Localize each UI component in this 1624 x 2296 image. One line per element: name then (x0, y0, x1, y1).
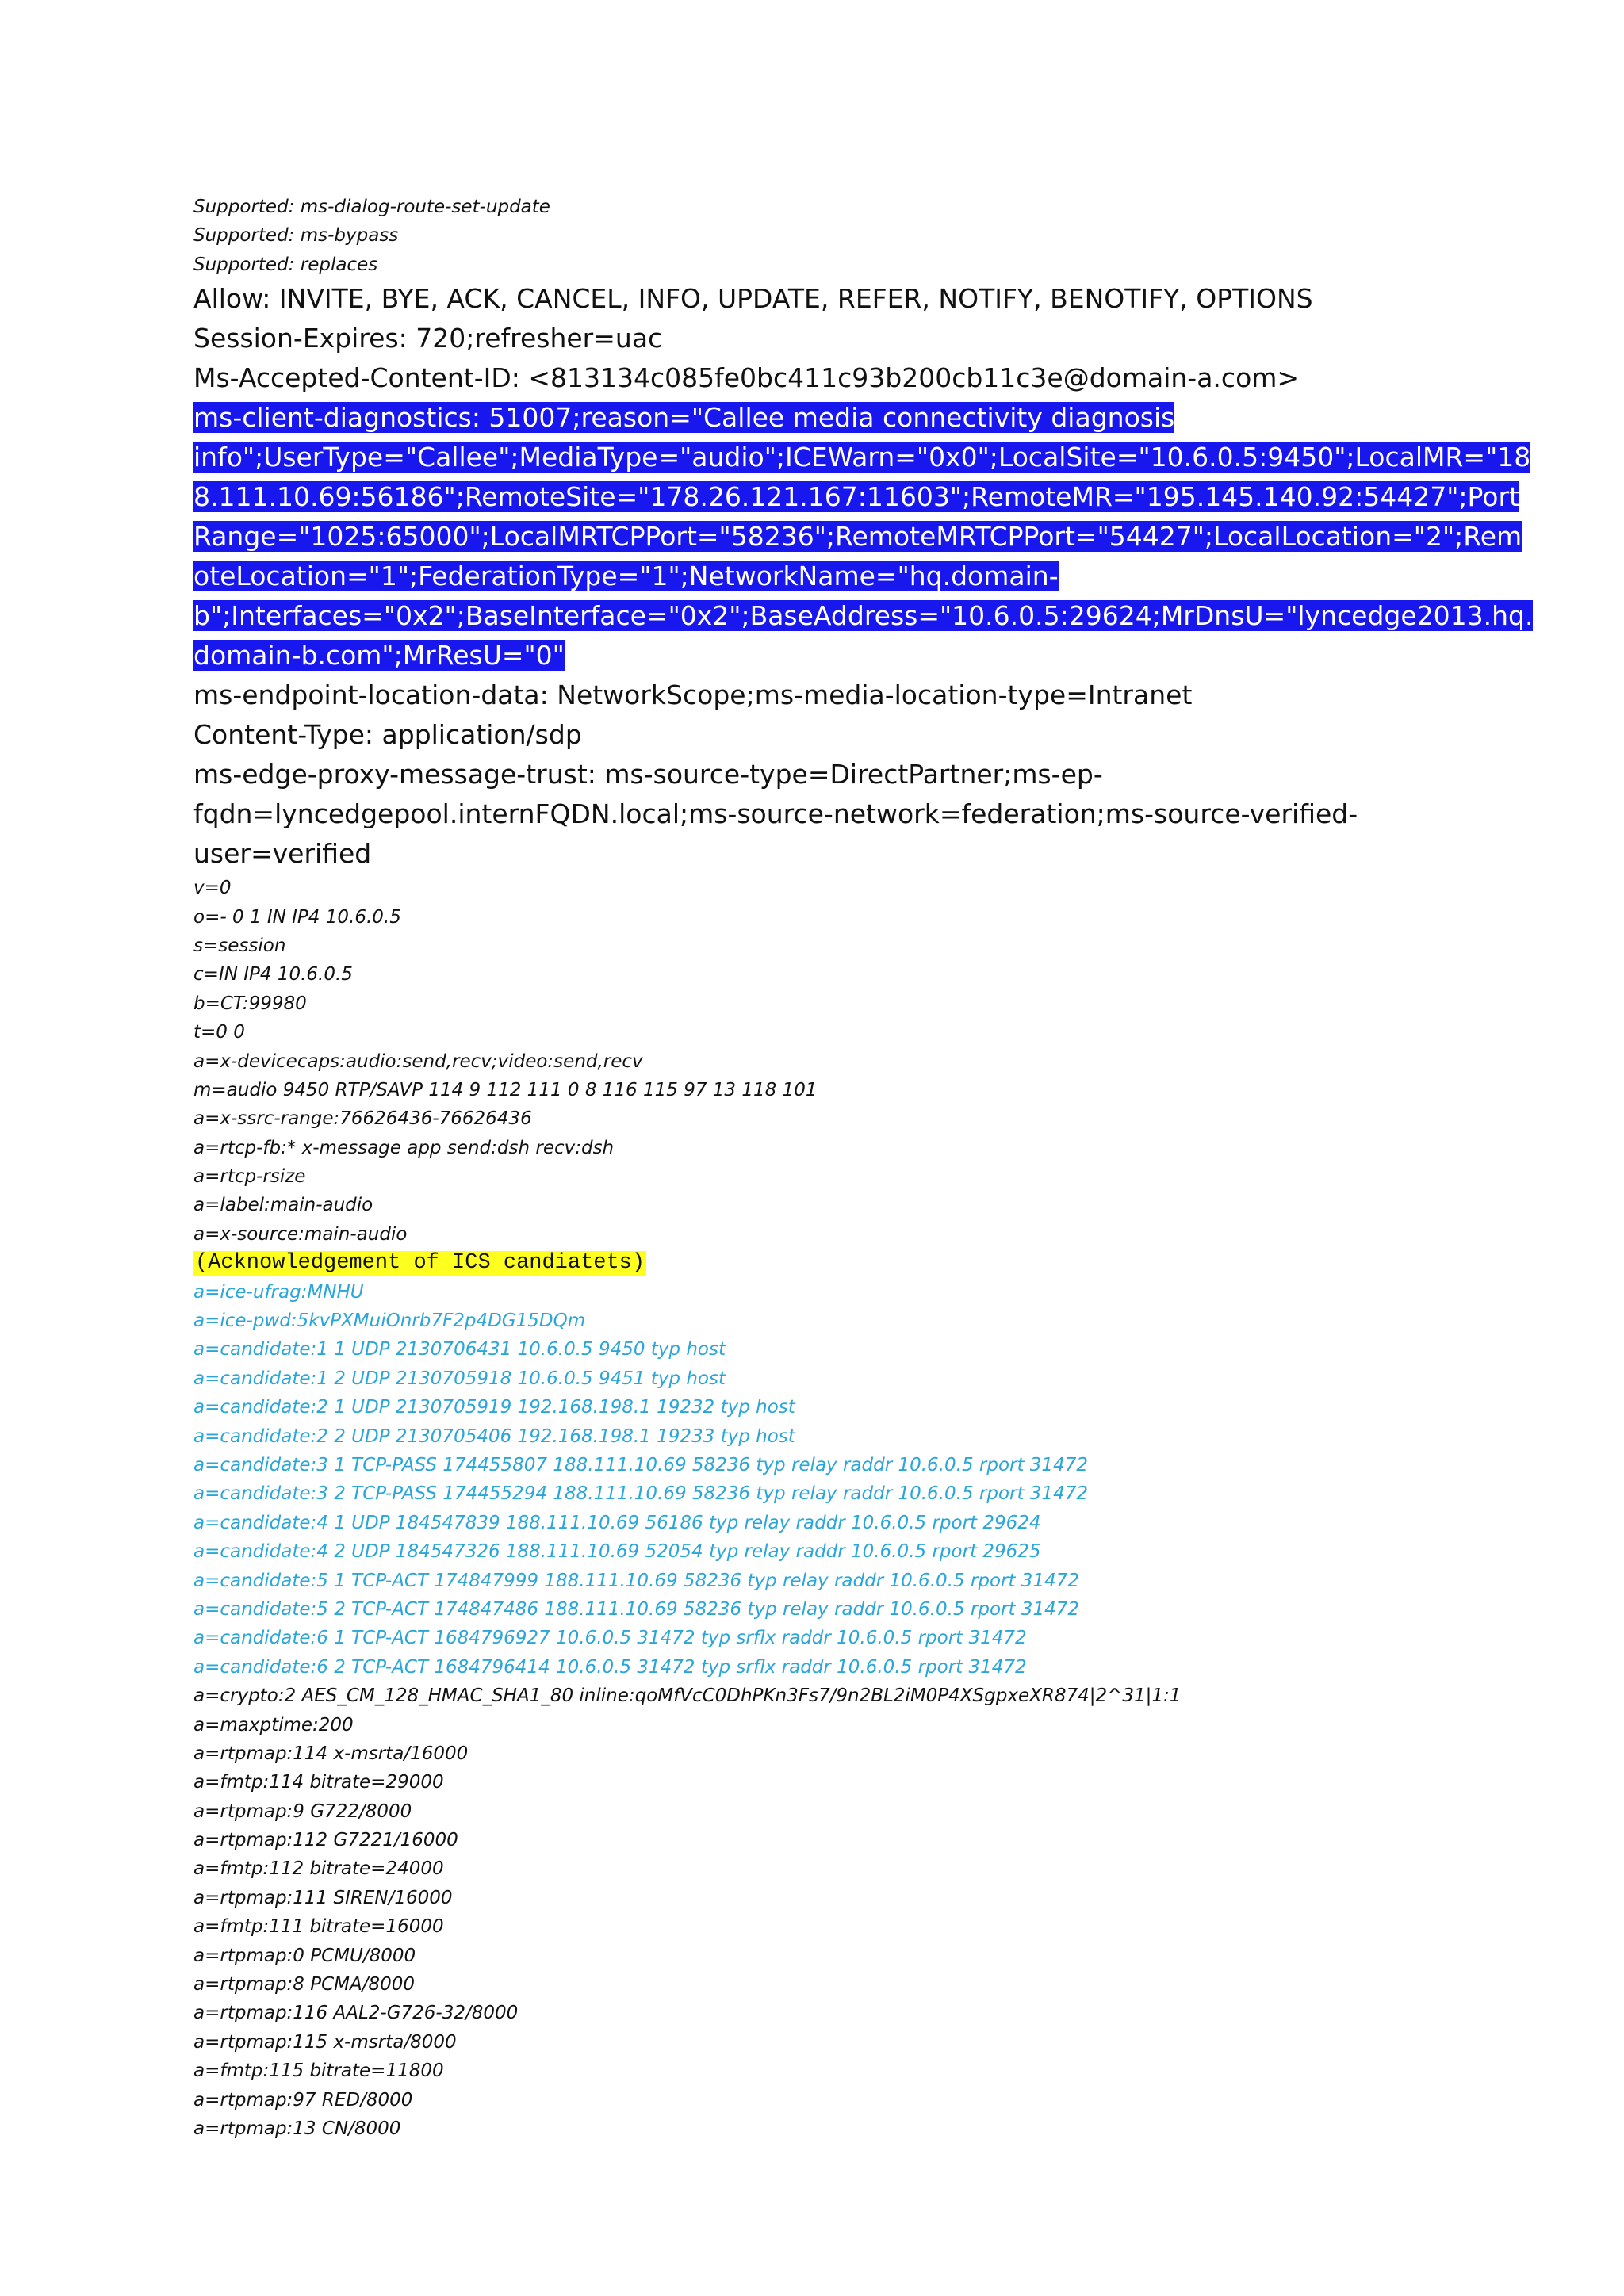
ice-line: a=ice-pwd:5kvPXMuiOnrb7F2p4DG15DQm (193, 1311, 586, 1332)
ice-line: a=candidate:3 2 TCP-PASS 174455294 188.111.10.69 58236 typ relay raddr 10.6.0.5 rport 31472 (193, 1483, 1088, 1505)
sdp-line: b=CT:99980 (193, 993, 307, 1014)
supported-line: Supported: ms-bypass (193, 225, 399, 247)
sdp-line: c=IN IP4 10.6.0.5 (193, 964, 353, 985)
sdp-line: a=maxptime:200 (193, 1714, 354, 1735)
sdp-line: a=x-devicecaps:audio:send,recv;video:send,recv (193, 1050, 643, 1072)
sdp-line: a=rtpmap:115 x-msrta/8000 (193, 2031, 457, 2053)
diagnostics-line: ms-client-diagnostics: 51007;reason="Callee media connectivity diagnosis (193, 402, 1175, 434)
ice-line: a=candidate:1 1 UDP 2130706431 10.6.0.5 9450 typ host (193, 1339, 726, 1360)
ice-line: a=candidate:3 1 TCP-PASS 174455807 188.111.10.69 58236 typ relay raddr 10.6.0.5 rport 31472 (193, 1454, 1088, 1475)
diagnostics-line: 8.111.10.69:56186";RemoteSite="178.26.121.167:11603";RemoteMR="195.145.140.92:54427";Port (193, 481, 1519, 513)
content-type-header: Content-Type: application/sdp (193, 719, 582, 751)
ice-line: a=candidate:4 2 UDP 184547326 188.111.10.69 52054 typ relay raddr 10.6.0.5 rport 29625 (193, 1541, 1041, 1563)
sdp-line: a=rtcp-rsize (193, 1166, 306, 1188)
ice-annotation: (Acknowledgement of ICS candiatets) (195, 1251, 645, 1276)
ice-candidates-block (193, 1278, 1478, 1682)
ice-line: a=candidate:4 1 UDP 184547839 188.111.10.69 56186 typ relay raddr 10.6.0.5 rport 29624 (193, 1512, 1041, 1533)
ice-line: a=candidate:2 2 UDP 2130705406 192.168.198.1 19233 typ host (193, 1425, 795, 1447)
sdp-line: o=- 0 1 IN IP4 10.6.0.5 (193, 906, 401, 928)
ice-line: a=candidate:5 1 TCP-ACT 174847999 188.111.10.69 58236 typ relay raddr 10.6.0.5 rport 31472 (193, 1570, 1079, 1591)
supported-line: Supported: ms-dialog-route-set-update (193, 197, 550, 217)
ice-line: a=candidate:6 1 TCP-ACT 1684796927 10.6.0.5 31472 typ srflx raddr 10.6.0.5 rport 31472 (193, 1628, 1027, 1649)
sdp-line: a=fmtp:115 bitrate=11800 (193, 2061, 444, 2082)
sdp-line: a=fmtp:111 bitrate=16000 (193, 1916, 444, 1938)
diagnostics-line: info";UserType="Callee";MediaType="audio";ICEWarn="0x0";LocalSite="10.6.0.5:9450";LocalMR="18 (193, 442, 1531, 473)
sdp-line: a=rtpmap:112 G7221/16000 (193, 1830, 458, 1851)
sdp-line: m=audio 9450 RTP/SAVP 114 9 112 111 0 8 116 115 97 13 118 101 (193, 1079, 818, 1100)
sdp-line: a=fmtp:114 bitrate=29000 (193, 1772, 444, 1793)
diagnostics-line: b";Interfaces="0x2";BaseInterface="0x2";BaseAddress="10.6.0.5:29624;MrDnsU="lyncedge2013.hq. (193, 600, 1534, 632)
sdp-line: a=x-ssrc-range:76626436-76626436 (193, 1108, 532, 1130)
session-expires-header: Session-Expires: 720;refresher=uac (193, 323, 663, 354)
diagnostics-line: domain-b.com";MrResU="0" (193, 640, 565, 672)
document-page (193, 193, 1534, 2143)
sdp-line: v=0 (193, 878, 232, 899)
ice-line: a=candidate:2 1 UDP 2130705919 192.168.198.1 19232 typ host (193, 1397, 795, 1418)
sdp-line: t=0 0 (193, 1022, 245, 1043)
supported-line: Supported: replaces (193, 254, 378, 275)
sdp-line: a=rtpmap:8 PCMA/8000 (193, 1974, 416, 1996)
sdp-line: a=crypto:2 AES_CM_128_HMAC_SHA1_80 inline:qoMfVcC0DhPKn3Fs7/9n2BL2iM0P4XSgpxeXR874|2^31|1:1 (193, 1686, 1182, 1707)
endpoint-location-header: ms-endpoint-location-data: NetworkScope;ms-media-location-type=Intranet (193, 679, 1193, 711)
sdp-line: a=rtpmap:114 x-msrta/16000 (193, 1743, 469, 1764)
sdp-line: a=fmtp:112 bitrate=24000 (193, 1858, 444, 1880)
accepted-content-id-header: Ms-Accepted-Content-ID: <813134c085fe0bc411c93b200cb11c3e@domain-a.com> (193, 362, 1300, 394)
sdp-line: s=session (193, 935, 286, 956)
sdp-line: a=label:main-audio (193, 1195, 373, 1216)
sdp-line: a=rtpmap:97 RED/8000 (193, 2089, 413, 2110)
ice-line: a=ice-ufrag:MNHU (193, 1281, 364, 1303)
diagnostics-line: Range="1025:65000";LocalMRTCPPort="58236";RemoteMRTCPPort="54427";LocalLocation="2";Rem (193, 521, 1522, 553)
client-diagnostics-highlight (193, 398, 1534, 675)
sdp-line: a=x-source:main-audio (193, 1223, 408, 1245)
ice-line: a=candidate:6 2 TCP-ACT 1684796414 10.6.0.5 31472 typ srflx raddr 10.6.0.5 rport 31472 (193, 1656, 1027, 1678)
sdp-line: a=rtpmap:111 SIREN/16000 (193, 1887, 453, 1908)
sdp-line: a=rtpmap:0 PCMU/8000 (193, 1945, 416, 1966)
edge-proxy-trust-header: ms-edge-proxy-message-trust: ms-source-type=DirectPartner;ms-ep-fqdn=lyncedgepool.internFQDN.local;ms-source-network=federation;ms-source-verified-user=verified (193, 759, 1358, 870)
diagnostics-line: oteLocation="1";FederationType="1";NetworkName="hq.domain- (193, 561, 1059, 592)
sdp-line: a=rtpmap:9 G722/8000 (193, 1800, 412, 1822)
allow-header: Allow: INVITE, BYE, ACK, CANCEL, INFO, UPDATE, REFER, NOTIFY, BENOTIFY, OPTIONS (193, 283, 1313, 315)
ice-line: a=candidate:5 2 TCP-ACT 174847486 188.111.10.69 58236 typ relay raddr 10.6.0.5 rport 31472 (193, 1598, 1079, 1620)
ice-line: a=candidate:1 2 UDP 2130705918 10.6.0.5 9451 typ host (193, 1368, 726, 1389)
sdp-line: a=rtpmap:116 AAL2-G726-32/8000 (193, 2003, 519, 2024)
sdp-head-block (193, 874, 1478, 1249)
sdp-tail-block (193, 1682, 1478, 2143)
sdp-line: a=rtcp-fb:* x-message app send:dsh recv:dsh (193, 1137, 615, 1158)
sdp-line: a=rtpmap:13 CN/8000 (193, 2118, 401, 2139)
